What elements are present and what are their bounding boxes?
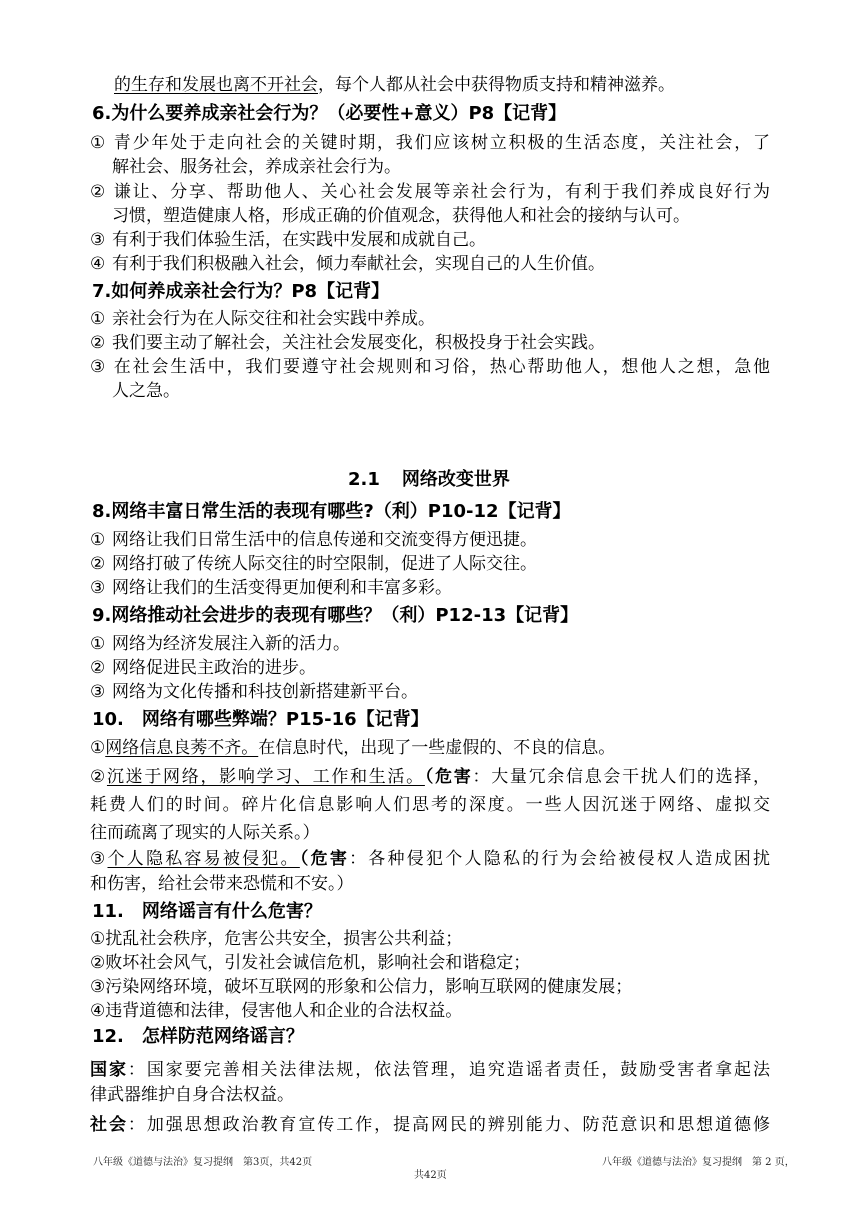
q7-item-2: ② 我们要主动了解社会，关注社会发展变化，积极投身于社会实践。 (90, 333, 605, 353)
q10-para-3-cont: 和伤害，给社会带来恐慌和不安。） (90, 874, 354, 894)
continuation-line (114, 73, 675, 97)
footer-left: 八年级《道德与法治》复习提纲 第3页，共42页 (93, 1157, 313, 1168)
q10-para-1: ①网络信息良莠不齐。在信息时代，出现了一些虚假的、不良的信息。 (90, 738, 616, 758)
question-11-heading: 11. 网络谣言有什么危害？ (92, 901, 322, 922)
q7-item-1: ① 亲社会行为在人际交往和社会实践中养成。 (90, 309, 435, 329)
question-8-heading: 8.网络丰富日常生活的表现有哪些?（利）P10-12【记背】 (92, 501, 571, 522)
q12-country: 国家：国家要完善相关法律法规，依法管理，追究造谣者责任，鼓励受害者拿起法 (90, 1060, 771, 1080)
section-name: 网络改变世界 (401, 469, 510, 490)
q8-item-3: ③ 网络让我们的生活变得更加便利和丰富多彩。 (90, 578, 452, 598)
footer-center: 共42页 (414, 1170, 447, 1181)
question-12-heading: 12. 怎样防范网络谣言？ (92, 1026, 304, 1047)
q9-item-3: ③ 网络为文化传播和科技创新搭建新平台。 (90, 682, 418, 702)
q6-item-4: ④ 有利于我们积极融入社会，倾力奉献社会，实现自己的人生价值。 (90, 254, 605, 274)
section-number: 2.1 (348, 469, 380, 490)
q10-para-2: ②沉迷于网络，影响学习、工作和生活。（危害：大量冗余信息会干扰人们的选择， (90, 767, 771, 787)
q6-item-1: ① 青少年处于走向社会的关键时期，我们应该树立积极的生活态度，关注社会，了 (90, 133, 770, 153)
q6-item-2-cont: 习惯，塑造健康人格，形成正确的价值观念，获得他人和社会的接纳与认可。 (112, 206, 690, 226)
q6-item-3: ③ 有利于我们体验生活，在实践中发展和成就自己。 (90, 230, 486, 250)
q7-item-3-cont: 人之急。 (112, 381, 180, 401)
q12-society: 社会：加强思想政治教育宣传工作，提高网民的辨别能力、防范意识和思想道德修 (90, 1115, 771, 1135)
q11-item-4: ④违背道德和法律，侵害他人和企业的合法权益。 (90, 1001, 463, 1021)
q10-para-3: ③个人隐私容易被侵犯。（危害：各种侵犯个人隐私的行为会给被侵权人造成困扰 (90, 849, 771, 869)
section-title (348, 467, 510, 493)
continuation-underlined: 的生存和发展也离不开社会 (114, 75, 318, 95)
q11-item-3: ③污染网络环境，破坏互联网的形象和公信力，影响互联网的健康发展； (90, 977, 633, 997)
q8-item-2: ② 网络打破了传统人际交往的时空限制，促进了人际交往。 (90, 554, 537, 574)
q10-para-2-cont: 耗费人们的时间。碎片化信息影响人们思考的深度。一些人因沉迷于网络、虚拟交 (90, 795, 770, 815)
footer-right: 八年级《道德与法治》复习提纲 第 2 页， (602, 1157, 795, 1168)
q8-item-1: ① 网络让我们日常生活中的信息传递和交流变得方便迅捷。 (90, 530, 537, 550)
q11-item-2: ②败坏社会风气，引发社会诚信危机，影响社会和谐稳定； (90, 953, 531, 973)
q9-item-2: ② 网络促进民主政治的进步。 (90, 658, 316, 678)
q9-item-1: ① 网络为经济发展注入新的活力。 (90, 634, 350, 654)
q12-country-cont: 律武器维护自身合法权益。 (90, 1085, 294, 1105)
question-6-heading: 6.为什么要养成亲社会行为？（必要性+意义）P8【记背】 (92, 103, 567, 124)
question-10-heading: 10. 网络有哪些弊端？P15-16【记背】 (92, 709, 429, 730)
question-7-heading: 7.如何养成亲社会行为？P8【记背】 (92, 281, 390, 302)
q6-item-2: ② 谦让、分享、帮助他人、关心社会发展等亲社会行为，有利于我们养成良好行为 (90, 182, 770, 202)
question-9-heading: 9.网络推动社会进步的表现有哪些？（利）P12-13【记背】 (92, 605, 579, 626)
q6-item-1-cont: 解社会、服务社会，养成亲社会行为。 (112, 157, 401, 177)
q10-para-2-end: 往而疏离了现实的人际关系。） (90, 823, 320, 843)
q11-item-1: ①扰乱社会秩序，危害公共安全，损害公共利益； (90, 929, 463, 949)
q7-item-3: ③ 在社会生活中，我们要遵守社会规则和习俗，热心帮助他人，想他人之想，急他 (90, 357, 770, 377)
continuation-rest: ，每个人都从社会中获得物质支持和精神滋养。 (318, 75, 675, 95)
